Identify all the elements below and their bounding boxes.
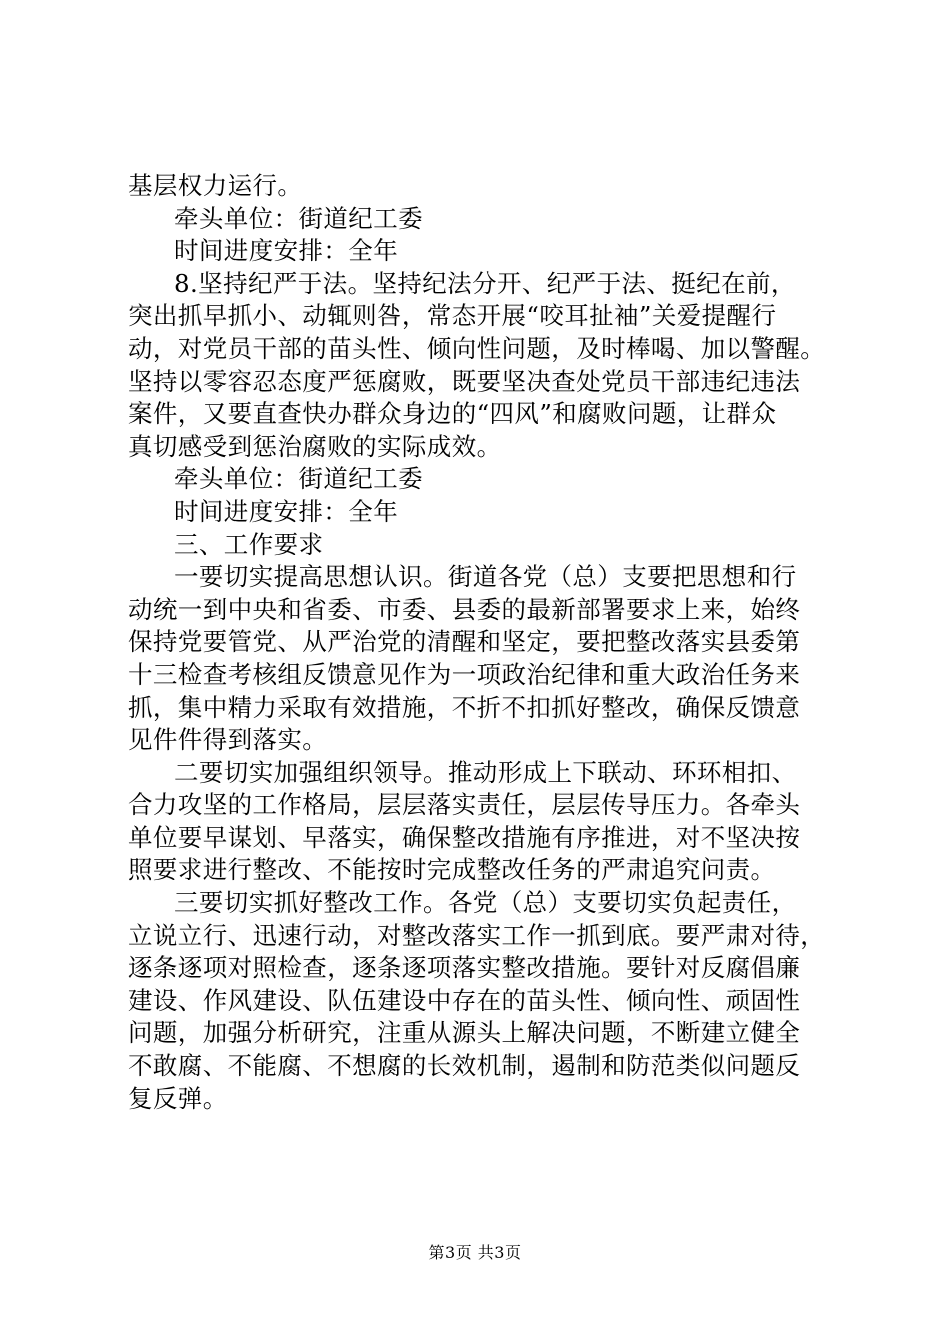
text-line: 保持党要管党、从严治党的清醒和坚定，要把整改落实县委第: [128, 627, 801, 657]
page-number-label: 第3页 共3页: [428, 1243, 522, 1262]
text-line: 一要切实提高思想认识。街道各党（总）支要把思想和行: [174, 562, 797, 592]
text-line: 问题，加强分析研究，注重从源头上解决问题，不断建立健全: [128, 1018, 801, 1048]
text-line: 照要求进行整改、不能按时完成整改任务的严肃追究问责。: [128, 855, 776, 885]
text-line: 8.坚持纪严于法。坚持纪法分开、纪严于法、挺纪在前，: [174, 268, 796, 298]
text-line: 十三检查考核组反馈意见作为一项政治纪律和重大政治任务来: [128, 659, 801, 689]
text-line: 抓，集中精力采取有效措施，不折不扣抓好整改，确保反馈意: [128, 692, 801, 722]
text-line: 基层权力运行。: [128, 171, 303, 200]
text-line: 建设、作风建设、队伍建设中存在的苗头性、倾向性、顽固性: [128, 985, 801, 1015]
page-footer: [0, 1243, 950, 1263]
text-line: 突出抓早抓小、动辄则咎，常态开展“咬耳扯袖”关爱提醒行: [128, 301, 777, 331]
text-line: 逐条逐项对照检查，逐条逐项落实整改措施。要针对反腐倡廉: [128, 953, 801, 983]
text-line: 牵头单位：街道纪工委: [174, 203, 423, 233]
text-line: 单位要早谋划、早落实，确保整改措施有序推进，对不坚决按: [128, 822, 801, 852]
text-line: 复反弹。: [128, 1083, 228, 1113]
text-line: 二要切实加强组织领导。推动形成上下联动、环环相扣、: [174, 757, 797, 787]
text-line: 立说立行、迅速行动，对整改落实工作一抓到底。要严肃对待，: [128, 920, 826, 950]
text-line: 动统一到中央和省委、市委、县委的最新部署要求上来，始终: [128, 594, 801, 624]
text-line: 时间进度安排：全年: [174, 236, 399, 266]
text-line: 案件，又要直查快办群众身边的“四风”和腐败问题，让群众: [128, 399, 777, 429]
text-line: 时间进度安排：全年: [174, 496, 399, 526]
text-line: 动，对党员干部的苗头性、倾向性问题，及时棒喝、加以警醒。: [128, 333, 826, 363]
text-line: 三、工作要求: [174, 529, 324, 559]
text-line: 三要切实抓好整改工作。各党（总）支要切实负起责任，: [174, 888, 797, 918]
text-line: 真切感受到惩治腐败的实际成效。: [128, 431, 502, 461]
text-line: 不敢腐、不能腐、不想腐的长效机制，遏制和防范类似问题反: [128, 1051, 801, 1081]
text-line: 见件件得到落实。: [128, 725, 328, 755]
text-line: 牵头单位：街道纪工委: [174, 464, 423, 494]
text-line: 合力攻坚的工作格局，层层落实责任，层层传导压力。各牵头: [128, 790, 801, 820]
text-line: 坚持以零容忍态度严惩腐败，既要坚决查处党员干部违纪违法: [128, 366, 801, 396]
document-body: [128, 170, 840, 1115]
